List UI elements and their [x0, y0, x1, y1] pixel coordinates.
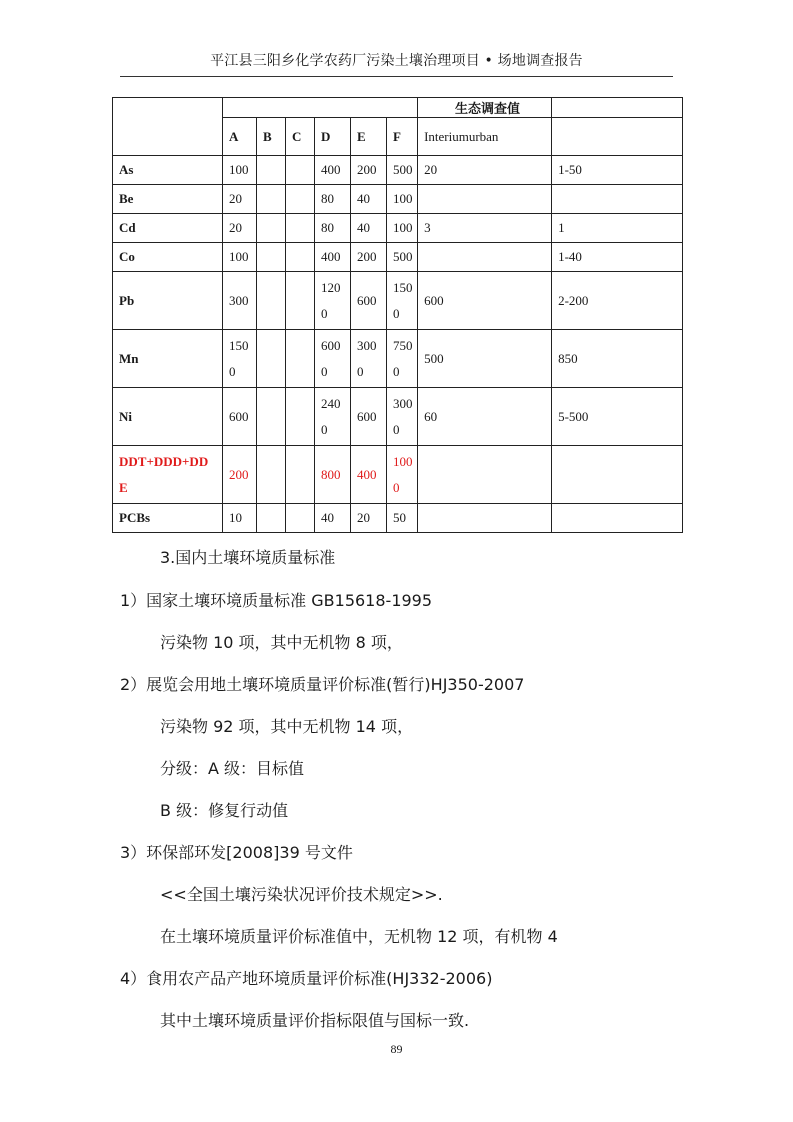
- table-cell: [286, 272, 315, 330]
- table-cell: 500: [387, 156, 418, 185]
- table-cell: 200: [351, 243, 387, 272]
- table-cell: [257, 504, 286, 533]
- table-cell: [552, 446, 683, 504]
- list-item-detail: B 级：修复行动值: [160, 801, 289, 820]
- list-item-detail: 分级：A 级：目标值: [160, 759, 305, 778]
- page-number: 89: [390, 1042, 403, 1056]
- table-cell-wrapped: 300 0: [387, 388, 418, 446]
- table-cell: [286, 243, 315, 272]
- table-cell: 80: [315, 185, 351, 214]
- table-cell: 600: [351, 388, 387, 446]
- table-cell: [286, 446, 315, 504]
- table-cell: [286, 330, 315, 388]
- column-header: Interiumurban: [418, 118, 552, 156]
- column-header: A: [223, 118, 257, 156]
- table-cell-wrapped: 300 0: [351, 330, 387, 388]
- list-item: 3）环保部环发[2008]39 号文件: [120, 843, 353, 862]
- table-cell: 5-500: [552, 388, 683, 446]
- list-item: 1）国家土壤环境质量标准 GB15618-1995: [120, 591, 433, 610]
- table-cell: 60: [418, 388, 552, 446]
- table-cell: 100: [223, 156, 257, 185]
- table-cell: [286, 185, 315, 214]
- table-cell-wrapped: 150 0: [387, 272, 418, 330]
- table-cell: 600: [418, 272, 552, 330]
- table-cell: 400: [351, 446, 387, 504]
- table-cell: 10: [223, 504, 257, 533]
- table-cell: 500: [418, 330, 552, 388]
- table-cell: 3: [418, 214, 552, 243]
- column-header: B: [257, 118, 286, 156]
- column-header: F: [387, 118, 418, 156]
- table-cell-wrapped: 240 0: [315, 388, 351, 446]
- table-cell: 20: [223, 185, 257, 214]
- list-item-detail: 其中土壤环境质量评价指标限值与国标一致.: [160, 1011, 470, 1030]
- table-cell: 850: [552, 330, 683, 388]
- table-cell: 100: [223, 243, 257, 272]
- list-item-detail: <<全国土壤污染状况评价技术规定>>.: [160, 885, 443, 904]
- table-row: [113, 504, 683, 533]
- row-label: Cd: [113, 214, 223, 243]
- column-header: D: [315, 118, 351, 156]
- table-cell: 400: [315, 156, 351, 185]
- table-cell: 1-50: [552, 156, 683, 185]
- table-cell: [418, 243, 552, 272]
- table-row: [113, 243, 683, 272]
- row-label-wrapped: DDT+DDD+DD E: [113, 446, 223, 504]
- table-cell: [418, 446, 552, 504]
- table-cell: 20: [418, 156, 552, 185]
- table-cell: 40: [351, 185, 387, 214]
- table-cell-wrapped: 120 0: [315, 272, 351, 330]
- table-cell: 800: [315, 446, 351, 504]
- table-row-highlighted: [113, 446, 683, 504]
- table-cell: [257, 243, 286, 272]
- table-cell: 80: [315, 214, 351, 243]
- table-cell: 500: [387, 243, 418, 272]
- table-cell: [286, 388, 315, 446]
- table-cell-wrapped: 100 0: [387, 446, 418, 504]
- row-label: Co: [113, 243, 223, 272]
- table-cell: 1: [552, 214, 683, 243]
- soil-standards-table: [112, 97, 683, 533]
- table-cell: 200: [223, 446, 257, 504]
- table-cell-wrapped: 600 0: [315, 330, 351, 388]
- column-header: C: [286, 118, 315, 156]
- table-cell: 20: [223, 214, 257, 243]
- table-cell: 20: [351, 504, 387, 533]
- table-cell: [257, 330, 286, 388]
- row-label: Be: [113, 185, 223, 214]
- table-cell: [286, 214, 315, 243]
- column-header: [552, 118, 683, 156]
- table-cell: [257, 156, 286, 185]
- table-cell: 40: [351, 214, 387, 243]
- list-item-detail: 在土壤环境质量评价标准值中，无机物 12 项，有机物 4: [160, 927, 558, 946]
- table-cell: 200: [351, 156, 387, 185]
- table-cell: [552, 185, 683, 214]
- table-row: [113, 388, 683, 446]
- table-cell: [286, 156, 315, 185]
- group-header-ecological: 生态调查值: [418, 98, 552, 118]
- table-cell: 600: [351, 272, 387, 330]
- header-empty-span: [223, 98, 418, 118]
- section-title: 3.国内土壤环境质量标准: [160, 548, 336, 567]
- row-label: Mn: [113, 330, 223, 388]
- row-label: PCBs: [113, 504, 223, 533]
- table-header-row-group: [113, 98, 683, 118]
- row-label: As: [113, 156, 223, 185]
- header-empty-cell: [552, 98, 683, 118]
- list-item-detail: 污染物 10 项，其中无机物 8 项，: [160, 633, 403, 652]
- header-rule: [120, 76, 673, 77]
- table-cell: [257, 214, 286, 243]
- table-cell: 50: [387, 504, 418, 533]
- list-item: 2）展览会用地土壤环境质量评价标准(暂行)HJ350-2007: [120, 675, 525, 694]
- row-label: Pb: [113, 272, 223, 330]
- list-item-detail: 污染物 92 项，其中无机物 14 项，: [160, 717, 414, 736]
- table-cell: [257, 185, 286, 214]
- table-cell: [418, 504, 552, 533]
- table-cell: 1-40: [552, 243, 683, 272]
- page-header: 平江县三阳乡化学农药厂污染土壤治理项目 • 场地调查报告: [210, 53, 583, 69]
- table-cell: [286, 504, 315, 533]
- table-cell: 100: [387, 185, 418, 214]
- table-cell: [257, 446, 286, 504]
- list-item: 4）食用农产品产地环境质量评价标准(HJ332-2006): [120, 969, 493, 988]
- table-cell: [257, 272, 286, 330]
- table-cell: 600: [223, 388, 257, 446]
- table-cell: 100: [387, 214, 418, 243]
- table-cell: 2-200: [552, 272, 683, 330]
- table-corner-cell: [113, 98, 223, 156]
- table-row: [113, 272, 683, 330]
- table-cell-wrapped: 750 0: [387, 330, 418, 388]
- row-label: Ni: [113, 388, 223, 446]
- table-row: [113, 185, 683, 214]
- table-cell: [257, 388, 286, 446]
- table-row: [113, 330, 683, 388]
- table-cell: 40: [315, 504, 351, 533]
- table-cell: [552, 504, 683, 533]
- table-cell: [418, 185, 552, 214]
- table-cell: 400: [315, 243, 351, 272]
- table-cell-wrapped: 150 0: [223, 330, 257, 388]
- table-row: [113, 214, 683, 243]
- table-cell: 300: [223, 272, 257, 330]
- column-header: E: [351, 118, 387, 156]
- table-row: [113, 156, 683, 185]
